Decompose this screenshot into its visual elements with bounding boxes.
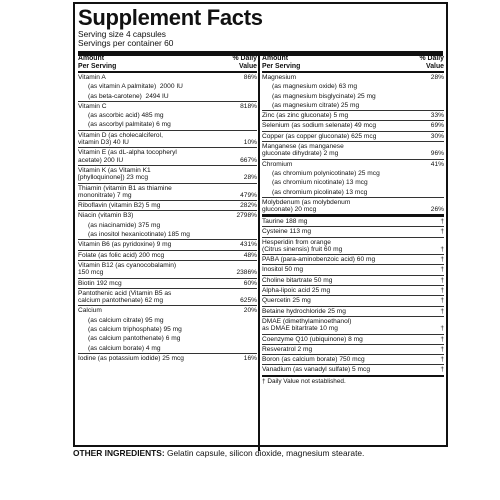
nutrient-name: Coenzyme Q10 (ubiquinone) 8 mg [262,335,363,343]
nutrient-name: Vitamin K (as Vitamin K1 [phylloquinone]) 23 mcg [78,166,151,182]
daily-value: 96% [430,150,444,158]
amount-header: Amount Per Serving [78,55,117,70]
nutrient-row [262,354,444,364]
nutrient-name: Magnesium [262,74,297,81]
nutrient-row [262,275,444,285]
daily-value: 69% [430,122,444,130]
daily-value: † [440,287,444,295]
nutrient-row [262,141,444,159]
nutrient-name: Boron (as calcium borate) 750 mcg [262,356,365,364]
nutrient-row [78,344,257,353]
nutrient-name: Vanadium (as vanadyl sulfate) 5 mcg [262,366,370,374]
nutrient-row [262,237,444,255]
nutrient-row [78,230,257,239]
nutrient-name: (as magnesium oxide) 63 mg [272,83,358,91]
nutrient-row [262,226,444,236]
nutrient-row [262,285,444,295]
nutrient-row [78,334,257,343]
nutrient-name: Calcium [78,307,102,315]
nutrient-name: (as vitamin A palmitate) 2000 IU [88,83,183,91]
daily-value: 28% [430,74,444,81]
nutrient-name: (as magnesium citrate) 25 mg [272,101,360,109]
daily-value: 282% [240,202,257,210]
daily-value: † [440,266,444,274]
daily-value: † [440,228,444,236]
nutrient-row [78,325,257,334]
other-ingredients [73,448,463,458]
nutrient-name: Molybdenum (as molybdenum gluconate) 20 mcg [262,198,351,214]
nutrient-name: Zinc (as zinc gluconate) 5 mg [262,112,349,120]
nutrient-name: Vitamin C [78,102,107,110]
nutrient-name: (as chromium picolinate) 13 mcg [272,188,368,196]
daily-value: 10% [243,139,257,147]
nutrient-name: Vitamin B12 (as cyanocobalamin) 150 mcg [78,261,177,277]
nutrient-row [262,159,444,169]
daily-value: 818% [240,102,257,110]
daily-value: 16% [243,354,257,362]
nutrient-row [262,73,444,82]
amount-header: Amount Per Serving [262,55,301,70]
nutrient-name: Betaine hydrochloride 25 mg [262,307,346,315]
nutrient-row [78,305,257,315]
daily-value: † [440,335,444,343]
other-ingredients-label: OTHER INGREDIENTS: [73,448,165,458]
nutrient-row [262,169,444,178]
daily-value: † [440,217,444,225]
nutrient-name: (as inositol hexanicotinate) 185 mg [88,231,190,239]
nutrient-name: (as beta-carotene) 2494 IU [88,92,169,100]
daily-value: 30% [430,132,444,140]
nutrient-name: Folate (as folic acid) 200 mcg [78,251,165,259]
daily-value: 667% [240,156,257,164]
nutrient-name: DMAE (dimethylaminoethanol) as DMAE bitartrate 10 mg [262,317,352,333]
nutrient-name: (as calcium citrate) 95 mg [88,316,164,324]
daily-value: 60% [243,279,257,287]
column-header [78,56,257,73]
nutrient-row [78,221,257,230]
nutrient-row [262,344,444,354]
left-nutrient-list [78,73,257,363]
daily-value: † [440,297,444,305]
nutrient-row [262,316,444,334]
nutrient-row [78,147,257,165]
nutrient-row [262,131,444,141]
nutrient-name: Vitamin A [78,74,106,81]
nutrient-name: Biotin 192 mcg [78,279,122,287]
daily-value: † [440,325,444,333]
nutrient-row [262,101,444,110]
right-nutrient-list [262,73,444,214]
serving-size: Serving size 4 capsules [78,29,166,39]
nutrient-name: Hesperidin from orange (Citrus sinensis) fruit 60 mg [262,238,343,253]
dv-header: % Daily Value [419,55,444,70]
nutrient-row [262,334,444,344]
daily-value: † [440,356,444,364]
nutrient-row [78,165,257,183]
daily-value: † [440,276,444,284]
nutrient-name: Alpha-lipoic acid 25 mg [262,287,331,295]
column-divider [258,56,260,451]
daily-value: 26% [430,206,444,214]
supplement-facts-panel [73,2,448,447]
nutrient-name: (as niacinamide) 375 mg [88,221,161,229]
nutrient-name: Inositol 50 mg [262,266,304,274]
facts-columns [78,56,443,451]
nutrient-name: (as ascorbic acid) 485 mg [88,112,164,120]
nutrient-row [262,254,444,264]
daily-value: 2798% [236,212,257,220]
nutrient-row [78,82,257,91]
daily-value: 625% [240,297,257,305]
nutrient-row [78,210,257,220]
nutrient-row [262,178,444,187]
nutrient-name: Taurine 188 mg [262,217,308,225]
daily-value: 33% [430,112,444,120]
daily-value: 431% [240,241,257,249]
nutrient-row [262,92,444,101]
daily-value: 2386% [236,269,257,277]
daily-value: 20% [243,307,257,315]
nutrient-row [78,92,257,101]
dv-header: % Daily Value [232,55,257,70]
daily-value: 86% [243,74,257,81]
other-ingredients-text: Gelatin capsule, silicon dioxide, magnesium stearate. [164,448,365,458]
daily-value: † [440,256,444,264]
nutrient-row [78,316,257,325]
nutrient-name: Vitamin B6 (as pyridoxine) 9 mg [78,241,172,249]
nutrient-row [78,101,257,111]
nutrient-row [78,278,257,288]
daily-value: † [440,366,444,374]
daily-value: 479% [240,191,257,199]
nutrient-row [262,264,444,274]
nutrient-row [262,110,444,120]
nutrient-row [262,306,444,316]
daily-value: 41% [430,160,444,168]
nutrient-row [78,183,257,201]
nutrient-row [262,197,444,215]
nutrient-name: Iodine (as potassium iodide) 25 mcg [78,354,184,362]
nutrient-name: Riboflavin (vitamin B2) 5 mg [78,202,161,210]
nutrient-name: (as magnesium bisglycinate) 25 mg [272,92,376,100]
nutrient-name: Thiamin (vitamin B1 as thiamine mononitrate) 7 mg [78,184,172,199]
nutrient-row [78,111,257,120]
nutrient-row [78,120,257,129]
nutrient-row [78,200,257,210]
nutrient-row [262,82,444,91]
nutrient-name: Manganese (as manganese gluconate dihydrate) 2 mg [262,143,344,158]
nutrient-row [262,364,444,374]
nutrient-row [78,239,257,249]
daily-value: † [440,245,444,253]
nutrient-row [262,217,444,226]
nutrient-name: Selenium (as sodium selenate) 49 mcg [262,122,376,130]
nutrient-row [78,353,257,363]
nutrient-row [78,260,257,278]
other-ingredient-list [262,217,444,375]
right-column [262,56,444,386]
nutrient-name: Pantothenic acid (Vitamin B5 as calcium pantothenate) 62 mg [78,289,172,305]
servings-per-container: Servings per container 60 [78,38,174,48]
nutrient-name: Choline bitartrate 50 mg [262,276,333,284]
daily-value: 48% [243,251,257,259]
panel-title: Supplement Facts [78,5,263,30]
nutrient-row [262,120,444,130]
nutrient-name: (as calcium borate) 4 mg [88,344,161,352]
column-header [262,56,444,73]
nutrient-name: (as ascorbyl palmitate) 6 mg [88,121,171,129]
nutrient-name: (as chromium polynicotinate) 25 mcg [272,169,380,177]
nutrient-name: (as calcium pantothenate) 6 mg [88,335,181,343]
nutrient-name: (as chromium nicotinate) 13 mcg [272,179,368,187]
nutrient-name: PABA (para-aminobenzoic acid) 60 mg [262,256,376,264]
nutrient-name: Copper (as copper gluconate) 625 mcg [262,132,377,140]
nutrient-name: Quercetin 25 mg [262,297,311,305]
nutrient-name: Resveratrol 2 mg [262,345,313,353]
nutrient-row [262,188,444,197]
nutrient-name: (as calcium triphosphate) 95 mg [88,326,182,334]
nutrient-row [78,73,257,82]
nutrient-row [78,288,257,306]
nutrient-name: Niacin (vitamin B3) [78,212,134,220]
nutrient-name: Vitamin D (as cholecalciferol, vitamin D3) 40 IU [78,131,163,147]
nutrient-name: Chromium [262,160,293,168]
left-column [78,56,257,363]
nutrient-row [78,250,257,260]
nutrient-row [262,295,444,305]
daily-value: 28% [243,174,257,182]
nutrient-name: Vitamin E (as dL-alpha tocopheryl acetate) 200 IU [78,149,177,164]
daily-value: † [440,307,444,315]
nutrient-name: Cysteine 113 mg [262,228,311,236]
daily-value: † [440,345,444,353]
footnote: † Daily Value not established. [262,375,444,386]
nutrient-row [78,130,257,148]
